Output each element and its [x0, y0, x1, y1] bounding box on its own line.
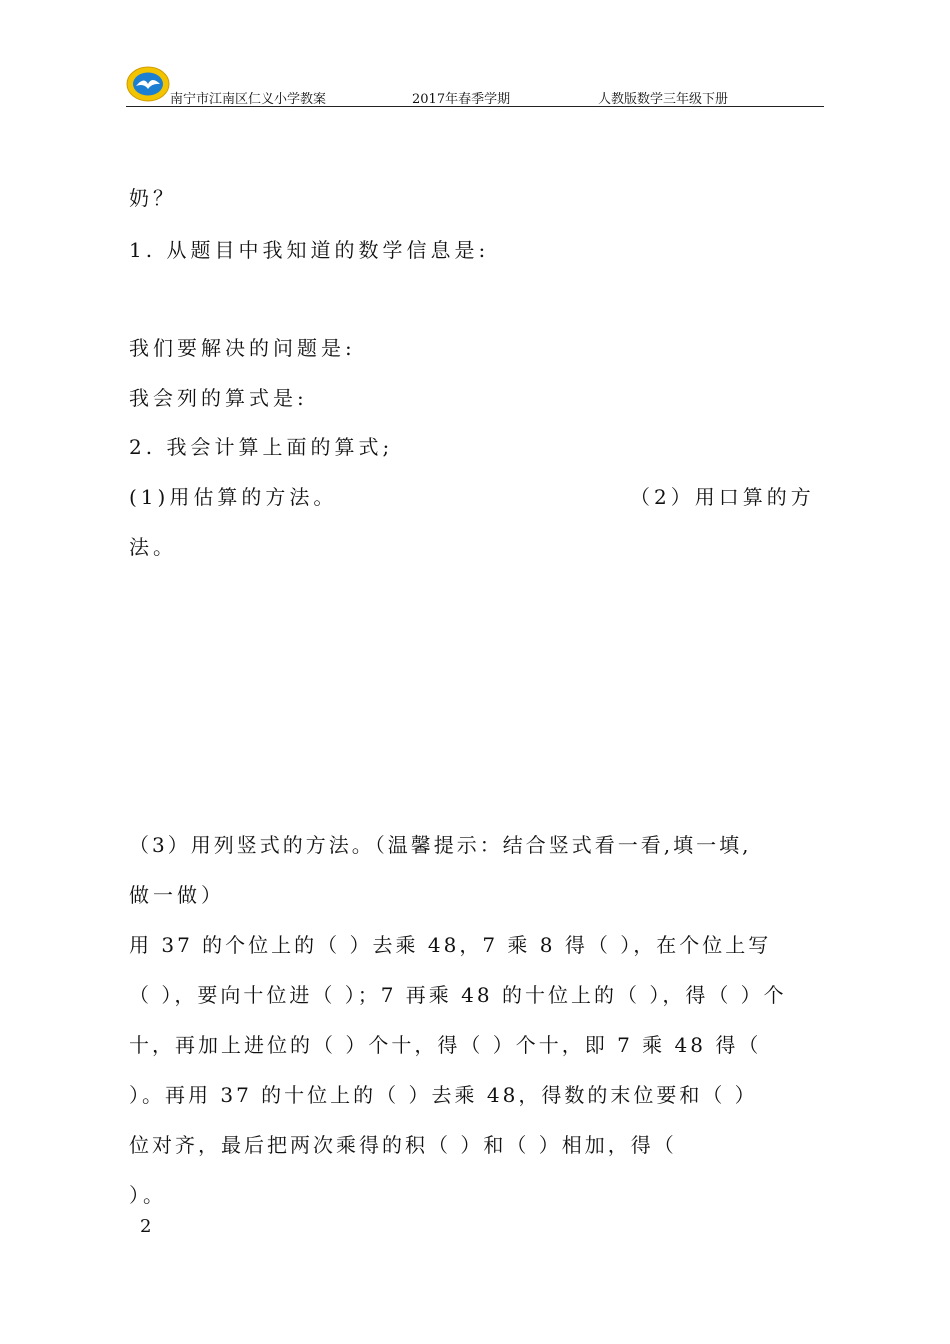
- page-number: 2: [140, 1216, 152, 1237]
- header-term: 2017年春季学期: [412, 92, 511, 107]
- body-line-8: （3）用列竖式的方法。（温馨提示：结合竖式看一看,填一填,: [129, 833, 752, 857]
- page-header: [126, 66, 824, 107]
- body-line-1: 奶？: [129, 186, 177, 210]
- body-line-9: 做一做）: [129, 883, 225, 907]
- body-line-3: 我们要解决的问题是:: [129, 336, 356, 360]
- school-logo-icon: [126, 66, 170, 102]
- body-line-11: （ ），要向十位进（ ）；7 再乘 48 的十位上的（ ），得（ ）个: [129, 983, 787, 1007]
- body-line-6a: (1)用估算的方法。: [129, 485, 338, 509]
- body-line-2: 1. 从题目中我知道的数学信息是:: [129, 238, 490, 262]
- body-line-5: 2. 我会计算上面的算式;: [129, 435, 394, 459]
- body-line-7: 法。: [129, 535, 177, 559]
- header-textbook: 人教版数学三年级下册: [598, 92, 729, 107]
- body-line-6b: （2）用口算的方: [630, 485, 815, 509]
- body-line-14: 位对齐，最后把两次乘得的积（ ）和（ ）相加，得（: [129, 1133, 677, 1157]
- body-line-15: ）。: [129, 1183, 167, 1207]
- body-line-12: 十，再加上进位的（ ）个十，得（ ）个十，即 7 乘 48 得（: [129, 1033, 762, 1057]
- body-line-13: ）。再用 37 的十位上的（ ）去乘 48，得数的末位要和（ ）: [129, 1083, 758, 1107]
- body-line-10: 用 37 的个位上的（ ）去乘 48，7 乘 8 得（ ），在个位上写: [129, 933, 772, 957]
- body-line-4: 我会列的算式是:: [129, 386, 308, 410]
- header-school: 南宁市江南区仁义小学教案: [170, 92, 327, 107]
